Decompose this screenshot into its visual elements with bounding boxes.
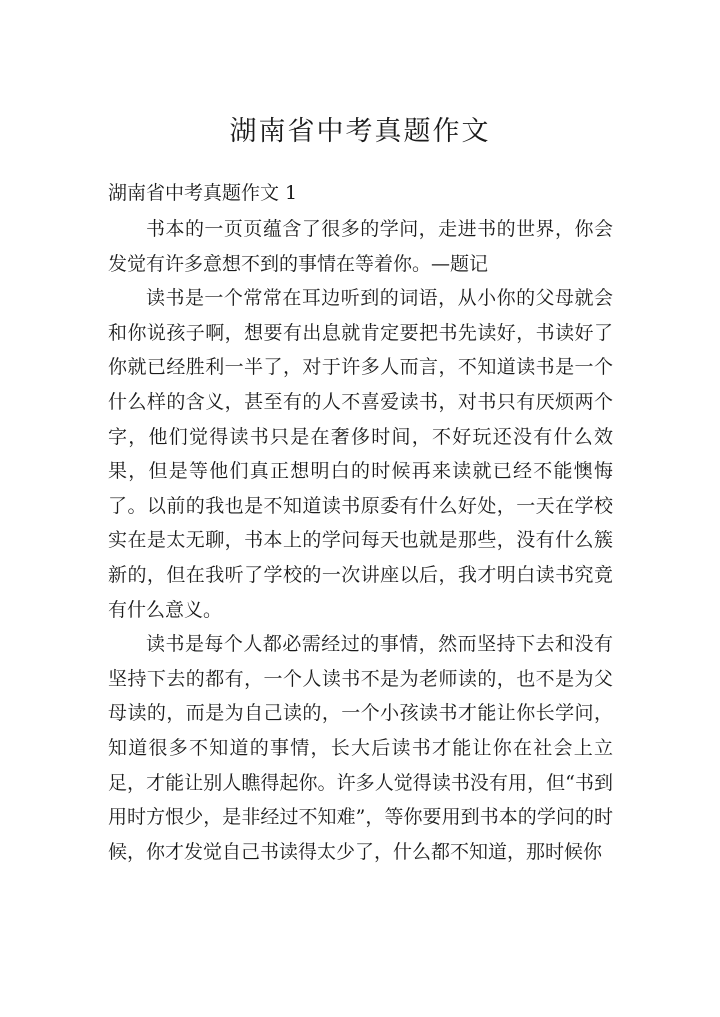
document-title: 湖南省中考真题作文 xyxy=(229,116,491,147)
paragraph-reading-necessity: 读书是每个人都必需经过的事情，然而坚持下去和没有坚持下去的都有，一个人读书不是为老师读的，也不是为父母读的，而是为自己读的，一个小孩读书才能让你长学问，知道很多不知道的事情，长大后读书才能让你在社会上立足，才能让别人瞧得起你。许多人觉得读书没有用，但“书到用时方恨少，是非经过不知难”，等你要用到书本的学问的时候，你才发觉自己书读得太少了，什么都不知道，那时候你 xyxy=(108,633,613,863)
section-heading: 湖南省中考真题作文 1 xyxy=(108,182,298,204)
paragraph-epigraph: 书本的一页页蕴含了很多的学问，走进书的世界，你会发觉有许多意想不到的事情在等着你。—题记 xyxy=(108,218,613,275)
paragraph-reading-meaning: 读书是一个常常在耳边听到的词语，从小你的父母就会和你说孩子啊，想要有出息就肯定要把书先读好，书读好了你就已经胜利一半了，对于许多人而言，不知道读书是一个什么样的含义，甚至有的人不喜爱读书，对书只有厌烦两个字，他们觉得读书只是在奢侈时间，不好玩还没有什么效果，但是等他们真正想明白的时候再来读就已经不能懊悔了。以前的我也是不知道读书原委有什么好处，一天在学校实在是太无聊，书本上的学问每天也就是那些，没有什么簇新的，但在我听了学校的一次讲座以后，我才明白读书究竟有什么意义。 xyxy=(108,287,613,621)
essay-body xyxy=(108,212,613,869)
